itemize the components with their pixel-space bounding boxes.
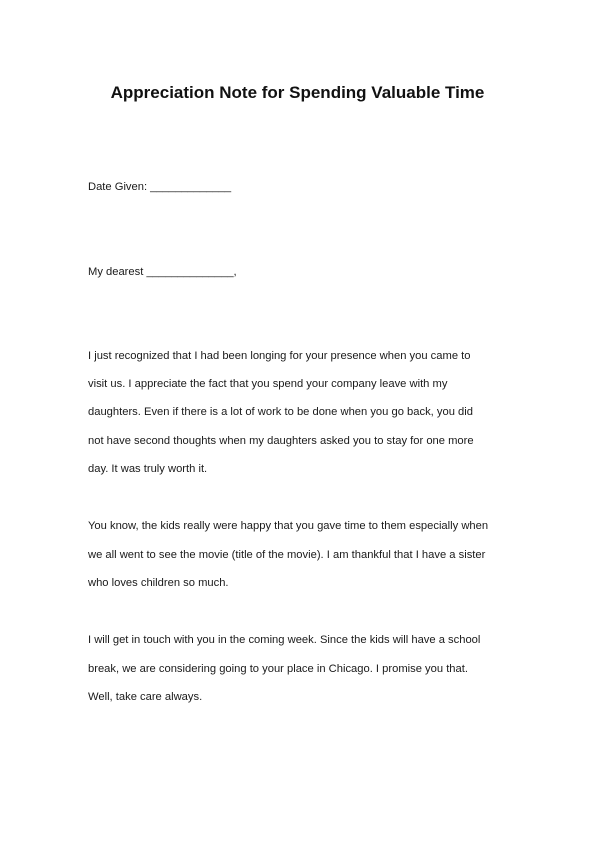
paragraph-line: daughters. Even if there is a lot of work to be done when you go back, you did	[88, 406, 473, 418]
paragraph-line: You know, the kids really were happy that you gave time to them especially when	[88, 520, 489, 532]
paragraph-line: visit us. I appreciate the fact that you spend your company leave with my	[88, 378, 448, 390]
paragraph-line: break, we are considering going to your place in Chicago. I promise you that.	[88, 663, 468, 675]
date-given-line: Date Given: _____________	[88, 181, 232, 193]
paragraph-line: we all went to see the movie (title of the movie). I am thankful that I have a sister	[88, 549, 486, 561]
paragraph-line: Well, take care always.	[88, 691, 203, 703]
paragraph-line: day. It was truly worth it.	[88, 463, 208, 475]
paragraph-line: I will get in touch with you in the coming week. Since the kids will have a school	[88, 634, 481, 646]
paragraph-line: I just recognized that I had been longing for your presence when you came to	[88, 350, 471, 362]
paragraph-line: who loves children so much.	[88, 577, 229, 589]
document-title: Appreciation Note for Spending Valuable Time	[110, 83, 485, 102]
paragraph-line: not have second thoughts when my daughters asked you to stay for one more	[88, 435, 474, 447]
salutation-line: My dearest ______________,	[88, 266, 237, 278]
